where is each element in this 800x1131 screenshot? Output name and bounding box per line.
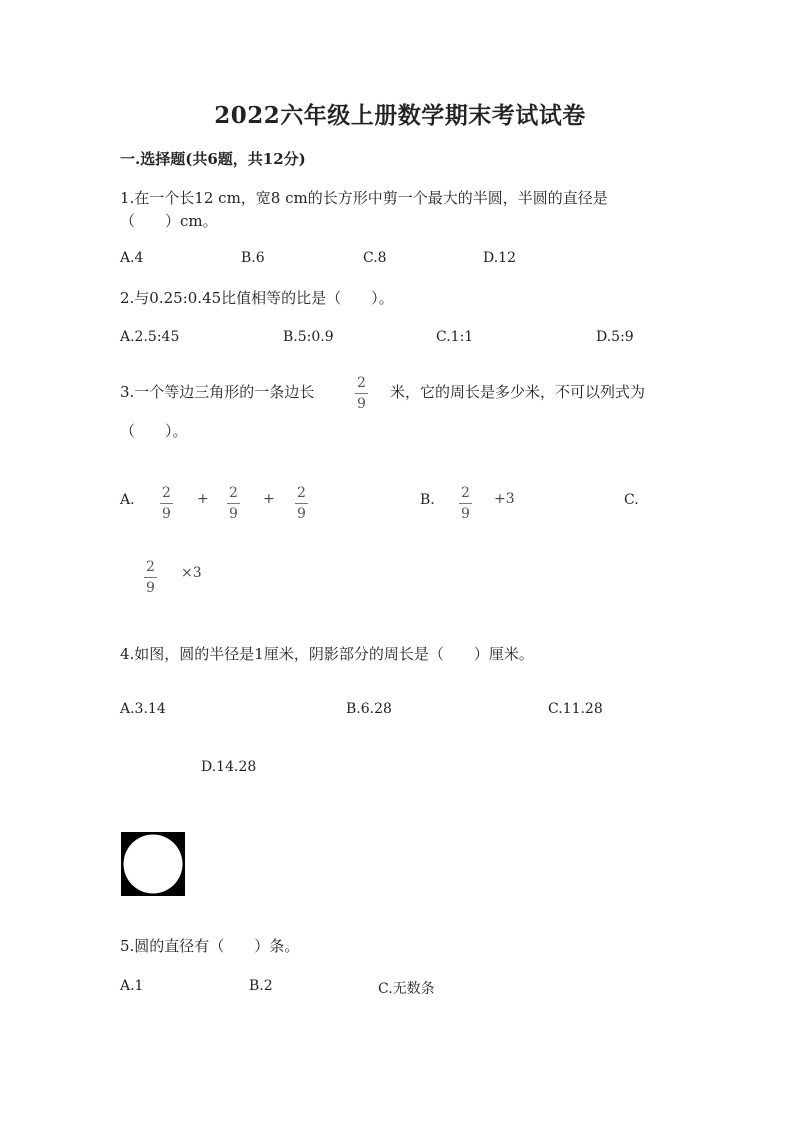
section-heading: 一.选择题(共6题，共12分) xyxy=(120,150,306,168)
question-3-suffix: 米，它的周长是多少米，不可以列式为 xyxy=(390,383,646,401)
q3-b-fraction xyxy=(459,484,472,523)
q4-option-a: A.3.14 xyxy=(120,701,166,717)
q5-option-a: A.1 xyxy=(120,978,144,994)
question-3-prefix: 3.一个等边三角形的一条边长 xyxy=(120,383,315,401)
fraction-denominator: 9 xyxy=(229,506,238,522)
plus-sign: + xyxy=(263,491,275,507)
q4-option-d: D.14.28 xyxy=(201,759,257,775)
fraction-bar xyxy=(295,503,308,504)
fraction-bar xyxy=(459,503,472,504)
fraction-bar xyxy=(227,503,240,504)
circle-in-square-figure xyxy=(121,832,185,896)
q2-option-c: C.1:1 xyxy=(436,329,474,345)
q1-option-c: C.8 xyxy=(363,250,387,266)
q3-a-fraction-2 xyxy=(227,484,240,523)
fraction-numerator: 2 xyxy=(146,559,155,575)
q3-option-a-label: A. xyxy=(120,492,135,508)
fraction-bar xyxy=(160,503,173,504)
q1-option-d: D.12 xyxy=(483,250,516,266)
fraction-numerator: 2 xyxy=(297,485,306,501)
q5-option-b: B.2 xyxy=(249,978,273,994)
fraction-denominator: 9 xyxy=(357,396,366,412)
q3-a-fraction-3 xyxy=(295,484,308,523)
q4-option-c: C.11.28 xyxy=(548,701,603,717)
q2-option-d: D.5:9 xyxy=(596,329,634,345)
fraction-bar xyxy=(355,393,368,394)
fraction-numerator: 2 xyxy=(357,375,366,391)
question-3-line-2: （ ）。 xyxy=(120,422,188,440)
question-5-text: 5.圆的直径有（ ）条。 xyxy=(120,937,300,955)
fraction-denominator: 9 xyxy=(297,506,306,522)
times-three: ×3 xyxy=(181,565,202,581)
fraction-denominator: 9 xyxy=(146,580,155,596)
inscribed-circle xyxy=(124,835,183,894)
question-1-line-1: 1.在一个长12 cm，宽8 cm的长方形中剪一个最大的半圆，半圆的直径是 xyxy=(120,189,608,207)
fraction-denominator: 9 xyxy=(461,506,470,522)
fraction-numerator: 2 xyxy=(162,485,171,501)
fraction-denominator: 9 xyxy=(162,506,171,522)
q1-option-b: B.6 xyxy=(241,250,265,266)
plus-sign: + xyxy=(197,491,209,507)
fraction-numerator: 2 xyxy=(461,485,470,501)
question-4-text: 4.如图，圆的半径是1厘米，阴影部分的周长是（ ）厘米。 xyxy=(120,645,534,663)
q3-c-fraction xyxy=(144,558,157,597)
question-2-text: 2.与0.25:0.45比值相等的比是（ ）。 xyxy=(120,289,394,307)
q2-option-b: B.5:0.9 xyxy=(283,329,334,345)
q3-a-fraction-1 xyxy=(160,484,173,523)
q5-option-c: C.无数条 xyxy=(378,981,435,997)
q2-option-a: A.2.5:45 xyxy=(120,329,180,345)
q3-option-b-label: B. xyxy=(420,492,435,508)
question-1-line-2: （ ）cm。 xyxy=(120,212,218,230)
q3-fraction xyxy=(355,374,368,413)
plus-three: +3 xyxy=(494,491,515,507)
q4-option-b: B.6.28 xyxy=(346,701,392,717)
fraction-bar xyxy=(144,577,157,578)
q1-option-a: A.4 xyxy=(120,250,144,266)
q3-option-c-label: C. xyxy=(624,492,639,508)
page-title: 2022六年级上册数学期末考试试卷 xyxy=(214,102,586,129)
fraction-numerator: 2 xyxy=(229,485,238,501)
